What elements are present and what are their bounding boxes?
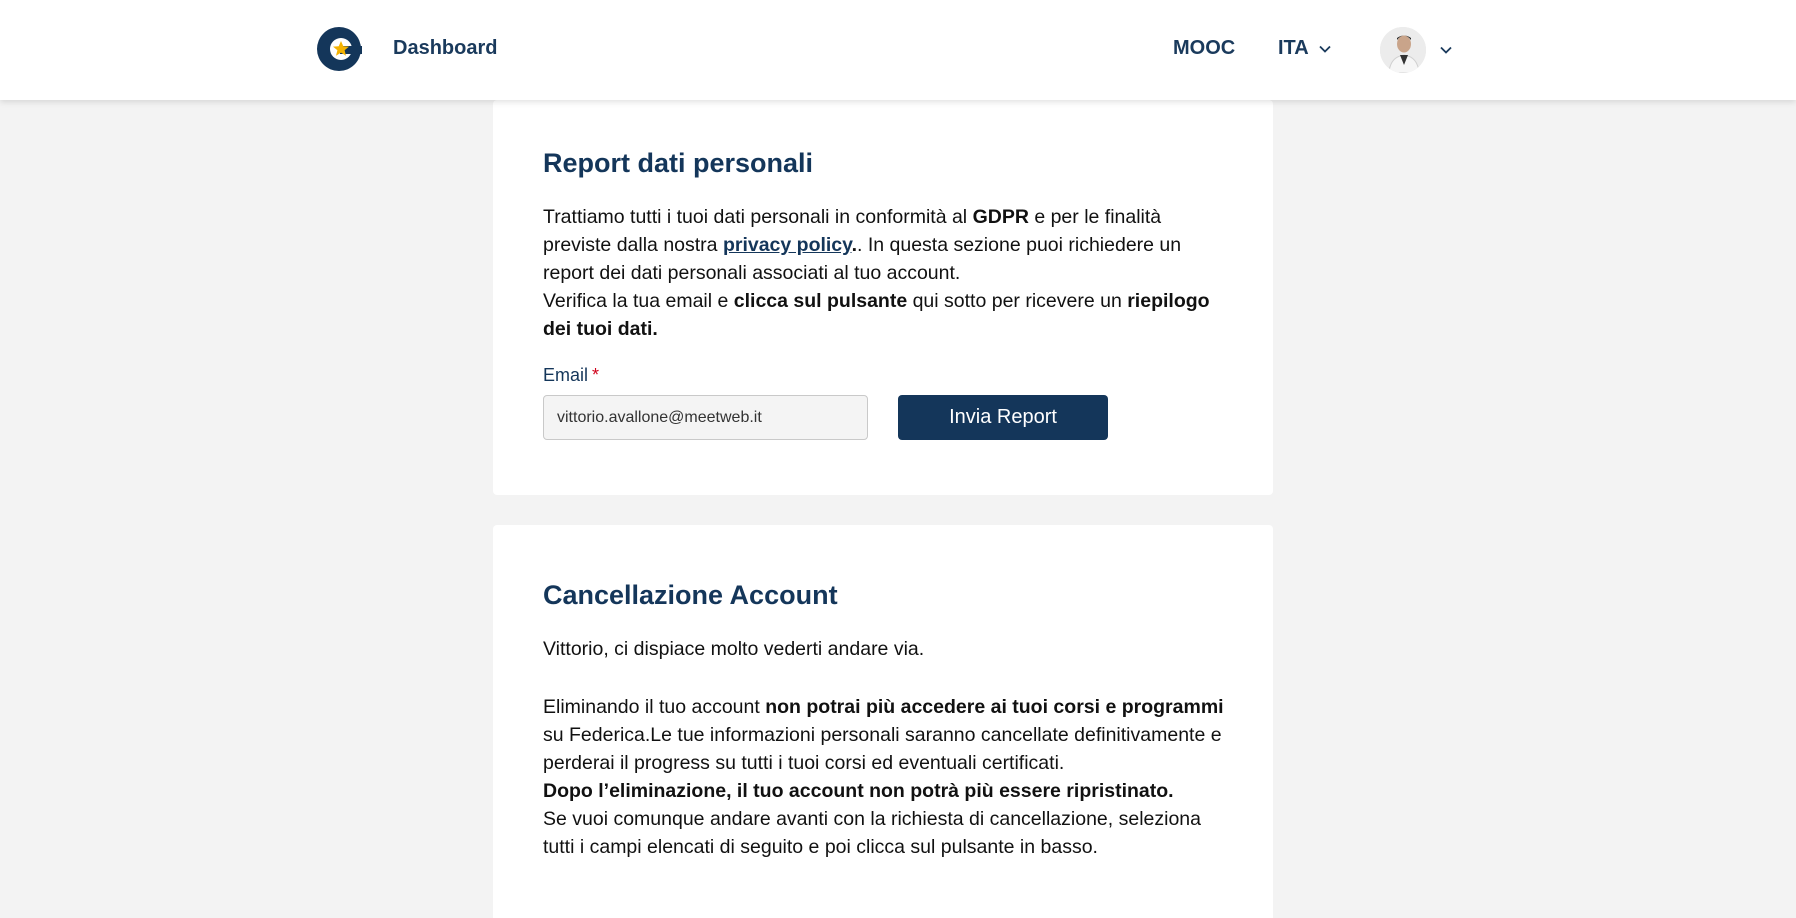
report-card-title: Report dati personali: [543, 148, 814, 178]
language-label: ITA: [1278, 37, 1309, 59]
top-navbar: [0, 0, 1796, 100]
avatar: [1380, 27, 1426, 73]
send-report-button[interactable]: Invia Report: [898, 395, 1108, 440]
privacy-policy-link[interactable]: privacy policy: [722, 234, 852, 256]
report-personal-data-card: [493, 100, 1273, 495]
user-avatar-icon: [1380, 27, 1426, 73]
deletion-warning: Eliminando il tuo account non potrai più accedere ai tuoi corsi e programmi su Federica.Le tue informazioni personali saranno cancellate definitivamente e perderai il progress su tutti i tuoi corsi ed eventuali certificati. Dopo l’eliminazione, il tuo account non potrà più essere ripristinato. Se vuoi comunque andare avanti con la richiesta di cancellazione, seleziona tutti i campi elencati di seguito e poi clicca sul pulsante in basso.: [543, 696, 1224, 858]
report-description: Trattiamo tutti i tuoi dati personali in conformità al GDPR e per le finalità previste dalla nostra privacy policy.. In questa sezione puoi richiedere un report dei dati personali associati al tuo account. Verifica la tua email e clicca sul pulsante qui sotto per ricevere un riepilogo dei tuoi dati.: [543, 206, 1210, 340]
federica-logo-icon[interactable]: [316, 26, 362, 72]
email-field[interactable]: [543, 395, 868, 440]
gdpr-text: GDPR: [972, 206, 1029, 228]
language-selector[interactable]: [1278, 37, 1331, 60]
chevron-down-icon: [1319, 45, 1331, 53]
email-label: Email *: [543, 365, 600, 385]
delete-card-title: Cancellazione Account: [543, 580, 838, 610]
irreversible-warning: Dopo l’eliminazione, il tuo account non potrà più essere ripristinato.: [543, 780, 1174, 802]
nav-mooc-link[interactable]: MOOC: [1173, 37, 1236, 59]
account-deletion-card: [493, 525, 1273, 918]
required-marker: *: [592, 365, 600, 385]
sorry-message: Vittorio, ci dispiace molto vederti andare via.: [543, 638, 925, 660]
nav-dashboard-link[interactable]: Dashboard: [393, 37, 498, 59]
chevron-down-icon: [1440, 46, 1452, 54]
user-menu[interactable]: [1380, 27, 1452, 73]
